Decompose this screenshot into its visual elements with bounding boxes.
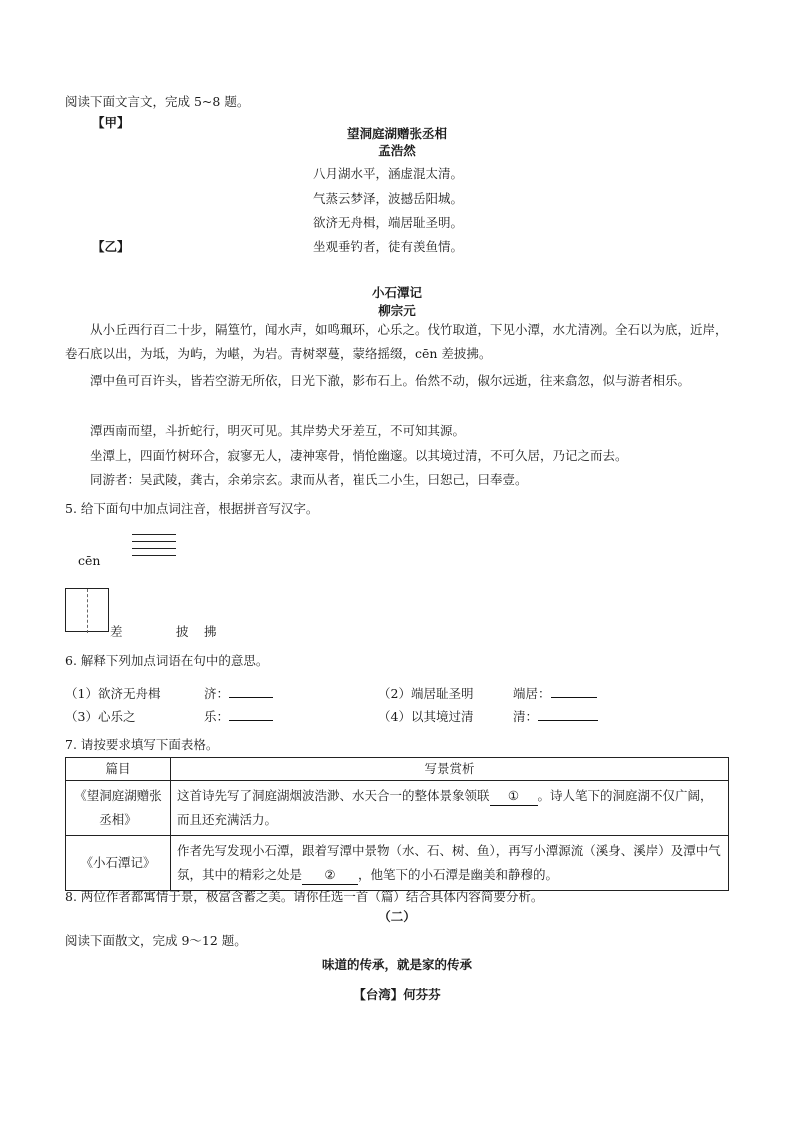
table-cell-title: 《小石潭记》 xyxy=(66,836,171,891)
part-b-label: 【乙】 xyxy=(92,239,130,254)
table-row xyxy=(66,836,729,891)
q6-item-word: 乐： xyxy=(204,709,230,724)
prose-title: 小石潭记 xyxy=(371,285,422,300)
table-header: 篇目 xyxy=(66,758,171,781)
answer-blank[interactable] xyxy=(538,708,598,721)
poem-line: 八月湖水平，涵虚混太清。 xyxy=(313,166,464,181)
table-header-row xyxy=(66,758,729,781)
question-6-prompt: 6. 解释下列加点词语在句中的意思。 xyxy=(65,653,269,668)
prose-paragraph: 从小丘西行百二十步，隔篁竹，闻水声，如鸣珮环，心乐之。伐竹取道，下见小潭，水尤清冽。全石以为底，近岸，卷石底以出，为坻，为屿，为嵁，为岩。青树翠蔓，蒙络摇缀，cēn 差披拂。 xyxy=(65,322,728,361)
q6-item-label: （3）心乐之 xyxy=(65,709,136,724)
poem-line: 欲济无舟楫，端居耻圣明。 xyxy=(313,215,464,230)
pinyin-label: cēn xyxy=(78,553,101,568)
q6-item-word: 端居： xyxy=(513,686,551,701)
answer-blank-1[interactable]: ① xyxy=(490,787,538,806)
q6-item xyxy=(513,684,597,702)
prose-paragraph: 坐潭上，四面竹树环合，寂寥无人，凄神寒骨，悄怆幽邃。以其境过清，不可久居，乃记之而去。 xyxy=(90,448,628,463)
row-text: 作者先写发现小石潭，跟着写潭中景物（水、石、树、鱼），再写小潭源流（溪身、溪岸）及潭中气氛，其中的精彩之处是 xyxy=(177,843,721,882)
char-pi: 披 xyxy=(176,624,189,639)
row-text: ，他笔下的小石潭是幽美和静穆的。 xyxy=(358,867,559,882)
section-intro: 阅读下面散文，完成 9～12 题。 xyxy=(65,933,247,948)
prose-paragraph: 潭中鱼可百许头，皆若空游无所依，日光下澈，影布石上。佁然不动，俶尔远逝，往来翕忽，似与游者相乐。 xyxy=(90,373,691,388)
table-header: 写景赏析 xyxy=(171,758,729,781)
row-text: 。诗人笔下的洞庭湖不仅广阔，而且还充满活力。 xyxy=(177,788,713,827)
answer-blank-2[interactable]: ② xyxy=(302,866,358,885)
char-fu: 拂 xyxy=(204,624,217,639)
character-writing-box[interactable] xyxy=(65,588,109,632)
prose-paragraph: 潭西南而望，斗折蛇行，明灭可见。其岸势犬牙差互，不可知其源。 xyxy=(90,423,466,438)
poem-title: 望洞庭湖赠张丞相 xyxy=(346,126,447,141)
table-cell-text xyxy=(171,781,729,836)
q6-item xyxy=(204,707,273,725)
q6-item-word: 清： xyxy=(513,709,539,724)
answer-blank[interactable] xyxy=(229,708,273,721)
question-5-prompt: 5. 给下面句中加点词注音，根据拼音写汉字。 xyxy=(65,501,319,516)
poem-author: 孟浩然 xyxy=(378,143,416,158)
row-text: 这首诗先写了洞庭湖烟波浩渺、水天合一的整体景象领联 xyxy=(177,788,490,803)
answer-blank[interactable] xyxy=(229,685,273,698)
poem-line: 气蒸云梦泽，波撼岳阳城。 xyxy=(313,191,464,206)
q6-item-label: （1）欲济无舟楫 xyxy=(65,686,161,701)
q6-item-word: 济： xyxy=(204,686,230,701)
section-heading: （二） xyxy=(378,909,416,924)
essay-author: 【台湾】何芬芬 xyxy=(353,987,441,1002)
table-cell-title: 《望洞庭湖赠张丞相》 xyxy=(66,781,171,836)
prose-paragraph: 同游者：吴武陵，龚古，余弟宗玄。隶而从者，崔氏二小生，曰恕己，曰奉壹。 xyxy=(90,472,528,487)
poem-line: 坐观垂钓者，徒有羡鱼情。 xyxy=(313,239,464,254)
essay-title: 味道的传承，就是家的传承 xyxy=(321,957,472,972)
q6-item-label: （4）以其境过清 xyxy=(378,709,474,724)
answer-lines[interactable] xyxy=(132,534,176,562)
answer-blank[interactable] xyxy=(551,685,597,698)
part-a-label: 【甲】 xyxy=(92,115,130,130)
question-7-prompt: 7. 请按要求填写下面表格。 xyxy=(65,737,219,752)
table-row xyxy=(66,781,729,836)
reading-intro: 阅读下面文言文，完成 5~8 题。 xyxy=(65,94,250,109)
prose-author: 柳宗元 xyxy=(378,303,416,318)
char-cha: 差 xyxy=(110,624,123,639)
q6-item xyxy=(513,707,598,725)
q6-item xyxy=(204,684,273,702)
table-cell-text xyxy=(171,836,729,891)
question-8-prompt: 8. 两位作者都寓情于景，极富含蓄之美。请你任选一首（篇）结合具体内容简要分析。 xyxy=(65,889,544,904)
appreciation-table xyxy=(65,757,729,891)
q6-item-label: （2）端居耻圣明 xyxy=(378,686,474,701)
